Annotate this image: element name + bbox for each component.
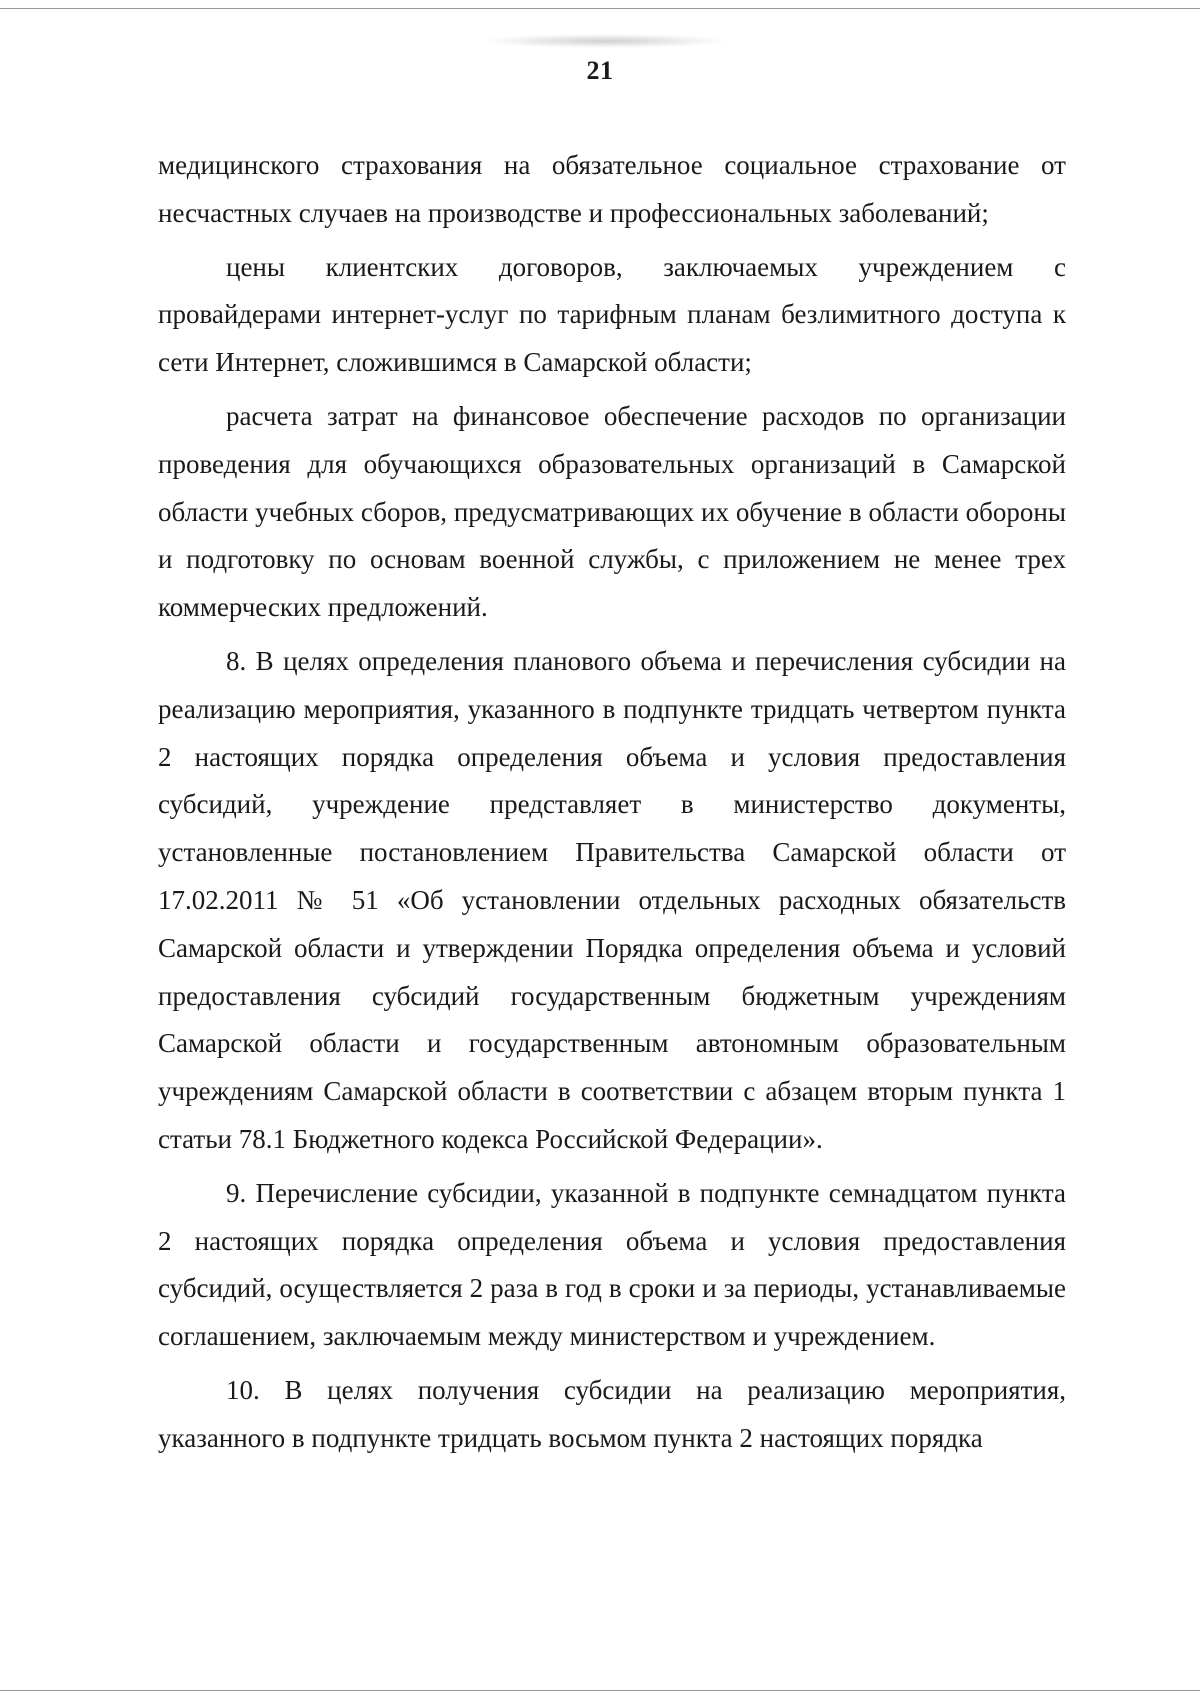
paragraph-item-9: 9. Перечисление субсидии, указанной в подпункте семнадцатом пункта 2 настоящих порядка определения объема и условия предоставления субсидий, осуществляется 2 раза в год в сроки и за периоды, устанавливаемые соглашением, заключаемым между министерством и учреждением.: [158, 1177, 1066, 1352]
scan-edge-bottom: [0, 1690, 1200, 1691]
page-number: 21: [586, 56, 614, 85]
scan-edge-top: [0, 8, 1200, 9]
scan-smudge: [480, 34, 730, 48]
paragraph: цены клиентских договоров, заключаемых учреждением с провайдерами интернет-услуг по тарифным планам безлимитного доступа к сети Интернет, сложившимся в Самарской области;: [158, 251, 1066, 378]
paragraph-continuation: медицинского страхования на обязательное социальное страхование от несчастных случаев на производстве и профессиональных заболеваний;: [158, 150, 1066, 228]
paragraph-item-8: 8. В целях определения планового объема и перечисления субсидии на реализацию мероприятия, указанного в подпункте тридцать четвертом пункта 2 настоящих порядка определения объема и условия предоставления субсидий, учреждение представляет в министерство документы, установленные постановлением Правительства Самарской области от 17.02.2011 № 51 «Об установлении отдельных расходных обязательств Самарской области и утверждении Порядка определения объема и условий предоставления субсидий государственным бюджетным учреждениям Самарской области и государственным автономным образовательным учреждениям Самарской области в соответствии с абзацем вторым пункта 1 статьи 78.1 Бюджетного кодекса Российской Федерации».: [158, 645, 1066, 1154]
paragraph-item-10: 10. В целях получения субсидии на реализацию мероприятия, указанного в подпункте тридцать восьмом пункта 2 настоящих порядка: [158, 1374, 1066, 1453]
document-body: [158, 142, 1066, 1463]
paragraph: расчета затрат на финансовое обеспечение расходов по организации проведения для обучающихся образовательных организаций в Самарской области учебных сборов, предусматривающих их обучение в области обороны и подготовку по основам военной службы, с приложением не менее трех коммерческих предложений.: [158, 400, 1066, 623]
